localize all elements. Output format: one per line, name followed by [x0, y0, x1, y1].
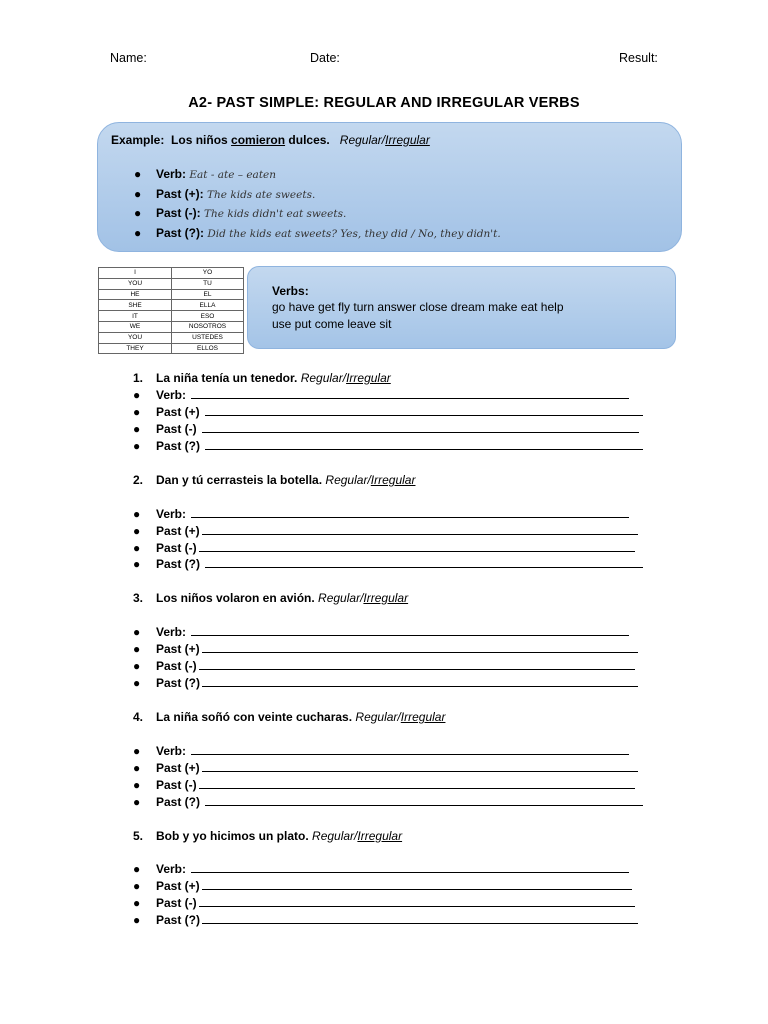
bullet-icon: ●: [133, 405, 141, 419]
pronoun-english: SHE: [99, 300, 172, 311]
irregular-label: Irregular: [346, 371, 391, 385]
answer-label: Past (+): [156, 879, 200, 893]
exercise-sentence: [133, 473, 416, 487]
pronoun-english: IT: [99, 311, 172, 322]
answer-line[interactable]: [199, 541, 635, 552]
answer-row-verb: [133, 388, 629, 402]
answer-row-past-negative: [133, 896, 635, 910]
answer-label: Verb:: [156, 507, 190, 521]
example-item-verb: [134, 167, 501, 187]
example-list: [134, 167, 501, 245]
example-item-label: Past (?):: [156, 225, 204, 240]
result-label: Result:: [619, 51, 658, 65]
answer-line[interactable]: [205, 557, 643, 568]
bullet-icon: ●: [134, 206, 142, 220]
answer-label: Past (-): [156, 778, 197, 792]
answer-row-verb: [133, 507, 629, 521]
pronoun-spanish: ELLOS: [172, 343, 244, 354]
bullet-icon: ●: [134, 186, 142, 201]
answer-label: Past (-): [156, 541, 197, 555]
answer-row-past-positive: [133, 405, 643, 419]
exercise-sentence: [133, 829, 403, 843]
pronoun-english: HE: [99, 289, 172, 300]
answer-label: Verb:: [156, 744, 190, 758]
example-item-label: Past (-):: [156, 206, 201, 220]
pronoun-spanish: YO: [172, 268, 244, 279]
example-sentence-verb: comieron: [231, 133, 286, 147]
pronoun-spanish: ELLA: [172, 300, 244, 311]
bullet-icon: ●: [133, 761, 141, 775]
answer-label: Past (-): [156, 896, 197, 910]
table-row: [99, 268, 244, 279]
answer-row-past-question: [133, 557, 643, 571]
example-regular: Regular/: [339, 133, 386, 147]
bullet-icon: ●: [133, 879, 141, 893]
answer-line[interactable]: [202, 879, 632, 890]
example-box: [97, 122, 682, 252]
answer-row-past-positive: [133, 761, 638, 775]
answer-label: Past (-): [156, 422, 201, 436]
example-sentence: [111, 133, 430, 147]
answer-line[interactable]: [205, 439, 643, 450]
bullet-icon: ●: [133, 625, 141, 639]
pronoun-spanish: TU: [172, 278, 244, 289]
answer-label: Past (?): [156, 913, 201, 927]
verbs-list-line: go have get fly turn answer close dream make eat help: [272, 300, 564, 314]
answer-line[interactable]: [205, 405, 643, 416]
answer-row-verb: [133, 625, 629, 639]
example-item-text: The kids ate sweets.: [207, 188, 316, 201]
example-item-text: The kids didn't eat sweets.: [204, 208, 347, 220]
bullet-icon: ●: [133, 896, 141, 910]
answer-line[interactable]: [199, 778, 635, 789]
irregular-label: Irregular: [357, 829, 403, 843]
bullet-icon: ●: [133, 778, 141, 792]
example-item-label: Past (+):: [156, 186, 204, 201]
answer-line[interactable]: [202, 422, 639, 433]
table-row: [99, 311, 244, 322]
verbs-title: Verbs:: [272, 284, 309, 298]
answer-row-past-positive: [133, 524, 638, 538]
pronoun-english: YOU: [99, 278, 172, 289]
answer-line[interactable]: [202, 676, 638, 687]
bullet-icon: ●: [133, 557, 141, 571]
irregular-label: Irregular: [370, 473, 416, 487]
sentence-text: La niña soñó con veinte cucharas.: [156, 710, 353, 724]
pronoun-spanish: EL: [172, 289, 244, 300]
pronoun-table: [98, 267, 244, 354]
answer-line[interactable]: [191, 507, 629, 518]
table-row: [99, 300, 244, 311]
table-row: [99, 321, 244, 332]
bullet-icon: ●: [133, 744, 141, 758]
answer-label: Verb:: [156, 388, 190, 402]
pronoun-english: WE: [99, 321, 172, 332]
answer-row-past-negative: [133, 541, 635, 555]
exercise-number: 2.: [133, 473, 144, 487]
irregular-label: Irregular: [363, 591, 409, 605]
table-row: [99, 278, 244, 289]
answer-row-past-question: [133, 676, 638, 690]
example-item-past-positive: [134, 186, 501, 207]
bullet-icon: ●: [133, 642, 141, 656]
exercise-number: 1.: [133, 371, 144, 385]
bullet-icon: ●: [133, 524, 141, 538]
bullet-icon: ●: [133, 659, 141, 673]
answer-line[interactable]: [199, 659, 635, 670]
example-item-past-question: [134, 225, 501, 246]
sentence-text: Los niños volaron en avión.: [156, 591, 315, 605]
verbs-list-line: use put come leave sit: [272, 317, 392, 331]
sentence-text: Dan y tú cerrasteis la botella.: [156, 473, 323, 487]
bullet-icon: ●: [133, 862, 141, 876]
answer-label: Past (?): [156, 676, 201, 690]
bullet-icon: ●: [133, 541, 141, 555]
bullet-icon: ●: [133, 388, 141, 402]
exercise-sentence: [133, 710, 446, 724]
answer-line[interactable]: [191, 744, 629, 755]
answer-label: Past (+): [156, 642, 200, 656]
exercise-number: 4.: [133, 710, 144, 724]
example-irregular: Irregular: [385, 133, 430, 147]
pronoun-english: YOU: [99, 332, 172, 343]
regular-label: Regular/: [355, 710, 401, 724]
exercise-sentence: [133, 371, 391, 385]
answer-label: Past (?): [156, 439, 204, 453]
answer-row-past-negative: [133, 659, 635, 673]
bullet-icon: ●: [134, 225, 142, 240]
answer-line[interactable]: [191, 862, 629, 873]
bullet-icon: ●: [133, 439, 141, 453]
bullet-icon: ●: [133, 507, 141, 521]
date-label: Date:: [310, 51, 340, 65]
bullet-icon: ●: [133, 676, 141, 690]
pronoun-spanish: ESO: [172, 311, 244, 322]
answer-label: Verb:: [156, 862, 190, 876]
pronoun-spanish: USTEDES: [172, 332, 244, 343]
answer-label: Past (?): [156, 795, 204, 809]
answer-line[interactable]: [202, 913, 638, 924]
answer-row-past-negative: [133, 778, 635, 792]
page-title: A2- PAST SIMPLE: REGULAR AND IRREGULAR VERBS: [188, 95, 580, 111]
table-row: [99, 332, 244, 343]
answer-row-past-negative: [133, 422, 639, 436]
table-row: [99, 343, 244, 354]
answer-line[interactable]: [202, 642, 638, 653]
answer-line[interactable]: [199, 896, 635, 907]
pronoun-english: THEY: [99, 343, 172, 354]
name-label: Name:: [110, 51, 147, 65]
answer-line[interactable]: [202, 761, 638, 772]
pronoun-english: I: [99, 268, 172, 279]
example-item-label: Verb:: [156, 167, 187, 181]
verbs-box: [247, 266, 676, 349]
answer-row-past-positive: [133, 879, 632, 893]
table-row: [99, 289, 244, 300]
answer-label: Past (?): [156, 557, 204, 571]
answer-row-verb: [133, 744, 629, 758]
answer-row-past-positive: [133, 642, 638, 656]
example-item-text: Did the kids eat sweets? Yes, they did / No, they didn't.: [207, 227, 501, 240]
answer-line[interactable]: [202, 524, 638, 535]
exercise-sentence: [133, 591, 409, 605]
answer-row-verb: [133, 862, 629, 876]
regular-label: Regular/: [312, 829, 358, 843]
answer-row-past-question: [133, 795, 643, 809]
bullet-icon: ●: [133, 913, 141, 927]
answer-row-past-question: [133, 439, 643, 453]
example-label: Example:: [111, 133, 165, 147]
answer-label: Verb:: [156, 625, 190, 639]
bullet-icon: ●: [134, 167, 142, 181]
answer-label: Past (+): [156, 761, 200, 775]
answer-label: Past (-): [156, 659, 197, 673]
example-item-past-negative: [134, 206, 501, 226]
example-item-text: Eat - ate – eaten: [189, 169, 277, 181]
bullet-icon: ●: [133, 422, 141, 436]
example-sentence-pre: Los niños: [171, 133, 228, 147]
pronoun-spanish: NOSOTROS: [172, 321, 244, 332]
example-sentence-post: dulces.: [288, 133, 330, 147]
regular-label: Regular/: [325, 473, 371, 487]
answer-line[interactable]: [191, 625, 629, 636]
exercise-number: 5.: [133, 829, 144, 843]
answer-row-past-question: [133, 913, 638, 927]
answer-label: Past (+): [156, 405, 204, 419]
answer-label: Past (+): [156, 524, 200, 538]
sentence-text: La niña tenía un tenedor.: [156, 371, 298, 385]
irregular-label: Irregular: [400, 710, 446, 724]
sentence-text: Bob y yo hicimos un plato.: [156, 829, 309, 843]
regular-label: Regular/: [300, 371, 347, 385]
answer-line[interactable]: [191, 388, 629, 399]
exercise-number: 3.: [133, 591, 144, 605]
bullet-icon: ●: [133, 795, 141, 809]
regular-label: Regular/: [318, 591, 364, 605]
answer-line[interactable]: [205, 795, 643, 806]
